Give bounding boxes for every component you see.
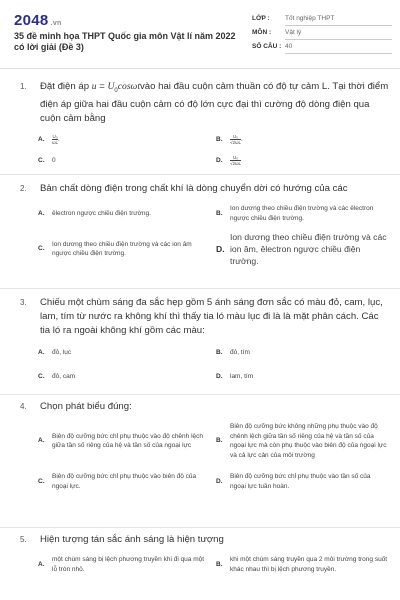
meta-row-class bbox=[252, 12, 392, 26]
option-fraction: $\frac{\text{U₀}}{√2\omega L}$ bbox=[230, 133, 241, 145]
question-divider bbox=[0, 527, 400, 528]
question-number: 2. bbox=[20, 184, 27, 193]
option-label: B. bbox=[216, 349, 223, 356]
question-number: 3. bbox=[20, 298, 27, 307]
option-a[interactable] bbox=[38, 422, 210, 460]
logo-text: 2048 bbox=[14, 12, 49, 29]
option-label: B. bbox=[216, 560, 223, 568]
option-text: Biên độ cưỡng bức không những phụ thuộc vào độ chênh lệch giữa tần số riêng của hệ và tần số của ngoại lực mà còn phụ thuộc vào biên độ của ngoại lực và cả lực cản của môi trường bbox=[230, 423, 387, 459]
option-text: lam, tím bbox=[230, 372, 254, 380]
question-1 bbox=[20, 80, 390, 166]
option-text: đỏ, tím bbox=[230, 349, 250, 356]
option-c[interactable] bbox=[38, 155, 210, 166]
option-text: 0 bbox=[52, 156, 56, 164]
question-3 bbox=[20, 296, 390, 381]
option-a[interactable] bbox=[38, 204, 210, 223]
option-c[interactable] bbox=[38, 472, 210, 491]
question-divider bbox=[0, 174, 400, 175]
option-text: một chùm sáng bị lệch phương truyền khi đi qua một lỗ tròn nhỏ. bbox=[52, 556, 205, 573]
option-label: D. bbox=[216, 244, 225, 254]
option-label: A. bbox=[38, 135, 45, 143]
meta-key: SỐ CÂU : bbox=[252, 43, 282, 50]
option-text: êlectron ngược chiều điện trường. bbox=[52, 209, 151, 217]
formula-cos: cosωt bbox=[117, 81, 140, 92]
formula-u: u bbox=[91, 81, 97, 92]
question-text-post: vào hai đầu cuộn cảm thuần có độ tự cảm L. Tại thời điểm điện áp giữa hai đầu cuộn cảm có độ lớn cực đại thì cường độ dòng điện qua cuộn cảm bằng bbox=[40, 81, 389, 124]
question-text: Hiện tượng tán sắc ánh sáng là hiện tượng bbox=[40, 534, 224, 545]
exam-meta bbox=[252, 12, 392, 54]
option-label: D. bbox=[216, 477, 223, 485]
option-c[interactable] bbox=[38, 231, 210, 267]
option-label: B. bbox=[216, 135, 223, 143]
header-divider bbox=[0, 68, 400, 69]
option-text: Biên độ cưỡng bức chỉ phụ thuộc vào tần số của ngoại lực tuần hoàn. bbox=[230, 473, 371, 490]
option-text: đỏ, cam bbox=[52, 372, 76, 380]
option-label: A. bbox=[38, 349, 45, 356]
option-b[interactable] bbox=[216, 555, 388, 574]
option-b[interactable] bbox=[216, 134, 388, 145]
question-2 bbox=[20, 182, 390, 267]
option-a[interactable] bbox=[38, 555, 210, 574]
option-fraction: $\frac{\text{U₀}}{√2\omega L}$ bbox=[230, 154, 241, 166]
option-c[interactable] bbox=[38, 372, 210, 382]
option-label: A. bbox=[38, 560, 45, 568]
option-text: khi một chùm sáng truyền qua 2 môi trường trong suốt khác nhau thì bị lệch phương truyền. bbox=[230, 556, 388, 573]
option-b[interactable] bbox=[216, 348, 388, 358]
meta-value: Vật lý bbox=[285, 26, 392, 40]
question-text-pre: Đặt điện áp bbox=[40, 81, 92, 92]
option-b[interactable] bbox=[216, 422, 388, 460]
option-label: A. bbox=[38, 209, 45, 217]
option-label: B. bbox=[216, 437, 223, 445]
logo-suffix: .vn bbox=[50, 20, 62, 27]
question-number: 5. bbox=[20, 535, 27, 544]
option-d[interactable] bbox=[216, 231, 388, 267]
option-d[interactable] bbox=[216, 372, 388, 382]
option-a[interactable] bbox=[38, 134, 210, 145]
option-b[interactable] bbox=[216, 204, 388, 223]
meta-row-count bbox=[252, 40, 392, 54]
option-fraction: $\frac{\text{U₀}}{\omega L}$ bbox=[52, 133, 59, 145]
option-label: C. bbox=[38, 156, 45, 164]
option-label: D. bbox=[216, 156, 223, 164]
option-text: Ion dương theo chiều điện trường và các ion âm ngược chiều điện trường. bbox=[52, 240, 192, 257]
option-tail: . bbox=[241, 135, 243, 143]
meta-row-subject bbox=[252, 26, 392, 40]
option-tail: . bbox=[58, 135, 60, 143]
option-d[interactable] bbox=[216, 472, 388, 491]
meta-value: 40 bbox=[285, 40, 392, 54]
question-text bbox=[40, 80, 390, 126]
question-text: Chọn phát biểu đúng: bbox=[40, 401, 132, 412]
option-text: Biên độ cưỡng bức chỉ phụ thuộc vào biên độ của ngoại lực. bbox=[52, 473, 197, 490]
document-title: 35 đề minh họa THPT Quốc gia môn Vật lí năm 2022 có lời giải (Đề 3) bbox=[14, 31, 236, 52]
option-text: đỏ, lục bbox=[52, 349, 72, 356]
option-a[interactable] bbox=[38, 348, 210, 358]
meta-key: MÔN : bbox=[252, 29, 272, 36]
option-text: Ion dương theo chiều điện trường và các ion âm, êlectron ngược chiều điện trường. bbox=[230, 232, 387, 266]
question-text: Bản chất dòng điện trong chất khí là dòng chuyển dời có hướng của các bbox=[40, 183, 348, 194]
question-number: 1. bbox=[20, 82, 27, 91]
site-logo[interactable] bbox=[14, 12, 62, 29]
formula-sub: 0 bbox=[114, 87, 118, 94]
question-divider bbox=[0, 288, 400, 289]
option-label: D. bbox=[216, 372, 223, 380]
option-label: C. bbox=[38, 372, 45, 380]
option-label: A. bbox=[38, 437, 45, 445]
meta-value: Tốt nghiệp THPT bbox=[285, 12, 392, 26]
formula-u0: U bbox=[107, 81, 115, 92]
formula-eq: = bbox=[96, 81, 108, 92]
question-4 bbox=[20, 400, 390, 491]
option-text: Ion dương theo chiều điện trường và các êlectron ngược chiều điện trường. bbox=[230, 205, 374, 222]
option-label: C. bbox=[38, 245, 45, 253]
question-text: Chiếu một chùm sáng đa sắc hẹp gồm 5 ánh sáng đơn sắc có màu đỏ, cam, lục, lam, tím từ nước ra không khí thì thấy tia ló màu lục đi là là mặt phân cách. Các tia ló ra ngoài không khí gồm các màu: bbox=[40, 297, 383, 336]
option-d[interactable] bbox=[216, 155, 388, 166]
question-5 bbox=[20, 533, 390, 574]
meta-key: LỚP : bbox=[252, 15, 270, 22]
question-number: 4. bbox=[20, 402, 27, 411]
option-text: Biên độ cưỡng bức chỉ phụ thuộc vào độ chênh lệch giữa tần số riêng của hệ và tần số của ngoại lực bbox=[52, 432, 204, 449]
option-label: B. bbox=[216, 209, 223, 217]
document-header bbox=[0, 0, 400, 62]
question-divider bbox=[0, 394, 400, 395]
option-label: C. bbox=[38, 477, 45, 485]
